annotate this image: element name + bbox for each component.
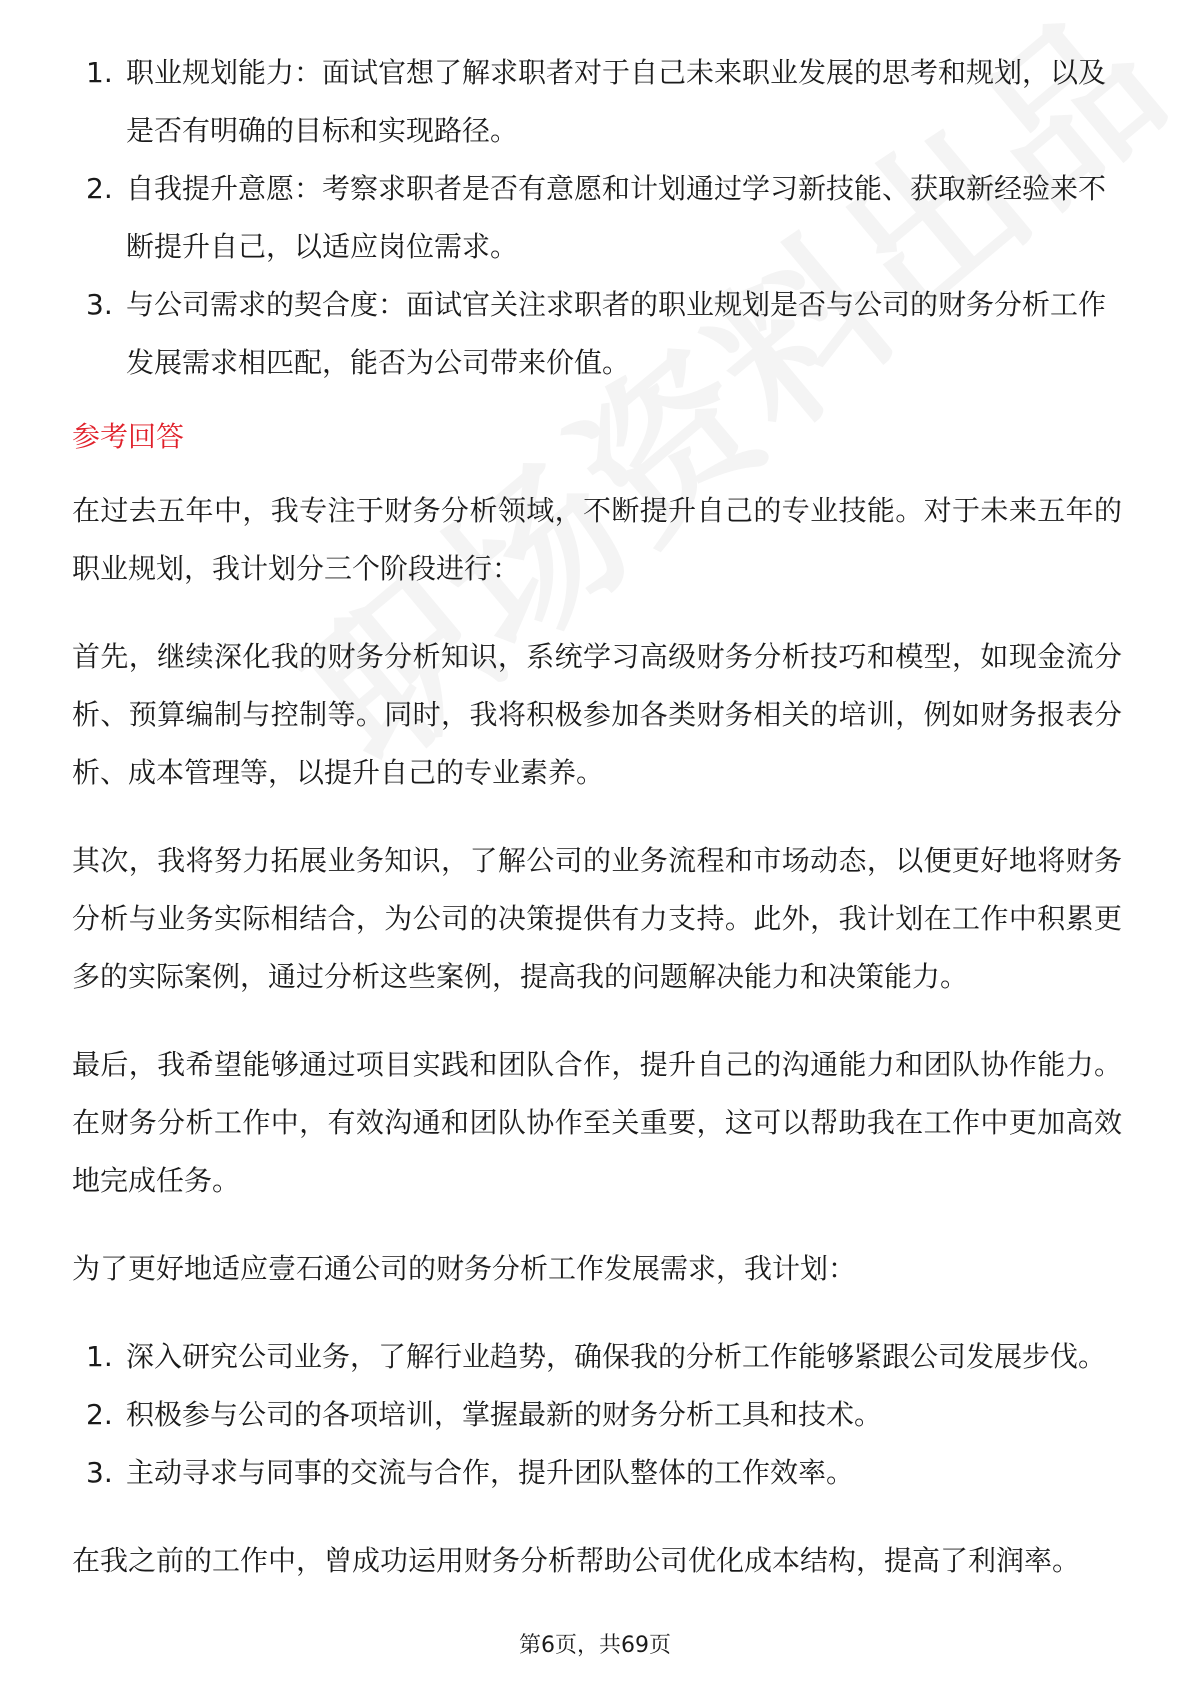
list-item-text: 深入研究公司业务，了解行业趋势，确保我的分析工作能够紧跟公司发展步伐。 — [126, 1340, 1107, 1373]
paragraph: 为了更好地适应壹石通公司的财务分析工作发展需求，我计划： — [72, 1252, 857, 1285]
document-page — [72, 44, 1122, 1620]
list-item-number: 3. — [86, 288, 113, 321]
list-item-text: 主动寻求与同事的交流与合作，提升团队整体的工作效率。 — [126, 1456, 855, 1489]
list-item-number: 3. — [86, 1456, 113, 1489]
list-item-number: 2. — [86, 1398, 113, 1431]
list-item-text: 自我提升意愿：考察求职者是否有意愿和计划通过学习新技能、获取新经验来不断提升自己，以适应岗位需求。 — [126, 172, 1107, 263]
plan-list — [72, 1328, 1122, 1502]
list-item — [72, 1444, 1122, 1502]
section-heading: 参考回答 — [72, 420, 185, 453]
list-item-text: 积极参与公司的各项培训，掌握最新的财务分析工具和技术。 — [126, 1398, 883, 1431]
list-item-number: 1. — [86, 56, 113, 89]
list-item — [72, 44, 1122, 160]
list-item-number: 2. — [86, 172, 113, 205]
paragraph: 其次，我将努力拓展业务知识，了解公司的业务流程和市场动态，以便更好地将财务分析与业务实际相结合，为公司的决策提供有力支持。此外，我计划在工作中积累更多的实际案例，通过分析这些案例，提高我的问题解决能力和决策能力。 — [72, 844, 1122, 993]
paragraph: 首先，继续深化我的财务分析知识，系统学习高级财务分析技巧和模型，如现金流分析、预算编制与控制等。同时，我将积极参加各类财务相关的培训，例如财务报表分析、成本管理等，以提升自己的专业素养。 — [72, 640, 1122, 789]
list-item-text: 与公司需求的契合度：面试官关注求职者的职业规划是否与公司的财务分析工作发展需求相匹配，能否为公司带来价值。 — [126, 288, 1107, 379]
list-item-text: 职业规划能力：面试官想了解求职者对于自己未来职业发展的思考和规划，以及是否有明确的目标和实现路径。 — [126, 56, 1107, 147]
closing-paragraph: 在我之前的工作中，曾成功运用财务分析帮助公司优化成本结构，提高了利润率。 — [72, 1544, 1081, 1577]
list-item-number: 1. — [86, 1340, 113, 1373]
page-number-footer: 第6页，共69页 — [519, 1633, 671, 1658]
list-item — [72, 1328, 1122, 1386]
list-item — [72, 276, 1122, 392]
list-item — [72, 160, 1122, 276]
evaluation-points-list — [72, 44, 1122, 392]
paragraph: 在过去五年中，我专注于财务分析领域，不断提升自己的专业技能。对于未来五年的职业规划，我计划分三个阶段进行： — [72, 494, 1122, 585]
list-item — [72, 1386, 1122, 1444]
paragraph: 最后，我希望能够通过项目实践和团队合作，提升自己的沟通能力和团队协作能力。在财务分析工作中，有效沟通和团队协作至关重要，这可以帮助我在工作中更加高效地完成任务。 — [72, 1048, 1122, 1197]
